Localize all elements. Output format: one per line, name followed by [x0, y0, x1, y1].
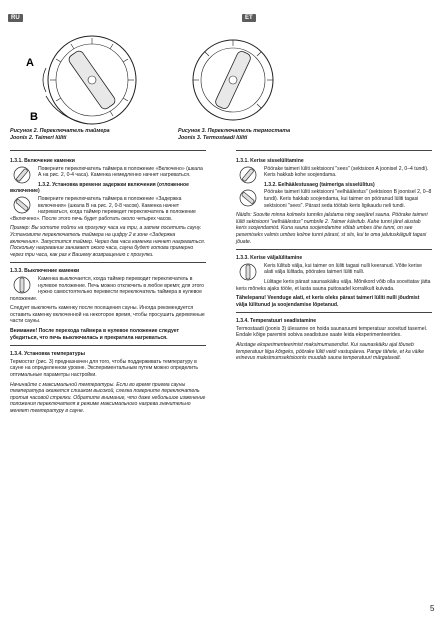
switch-icon [10, 166, 34, 184]
russian-column [10, 158, 206, 418]
ru-section-4-italic: Начинайте с максимальной температуры. Если во время приема сауны температура окажется слишком высокой, слегка поверните переключатель против часовой стрелки. Обратите внимание, что даже небольшое изменение положения переключателя в режиме максимального нагрева значительно меняет температуру в сауне. [10, 381, 206, 414]
language-tag-ru: RU [8, 14, 23, 22]
ru-section-3-text: Каменка выключается, когда таймер переводит переключатель в нулевое положение. Печь можно отключить в любое время; для этого нужно самостоятельно перевести переключатель таймера в нулевое положение. [10, 275, 205, 302]
divider [236, 150, 432, 151]
switch-icon [236, 189, 260, 207]
scale-a-label: A [26, 57, 34, 69]
divider [236, 249, 432, 250]
figure-2-caption: Рисунок 2. Переключатель таймера Joonis 2. Taimeri lüliti [10, 128, 110, 141]
ru-section-2-title: 1.3.2. Установка времени задержки включения (отложенное включение) [10, 181, 189, 195]
ru-section-2-example: Пример: Вы хотите пойти на прогулку часа на три, а затем посетить сауну. Установите переключатель таймера на цифру 2 в зоне «Задержка включения». Запустится таймер. Через два часа каменка начнет нагреваться. Поскольку нагревание занимает около часа, сауна будет готова примерно через три часа, как раз к Вашему возвращению с прогулки. [10, 225, 206, 258]
et-section-3-text: Keris lülitub välja, kui taimer on lüliti tagasi nulli keeranud. Võite kerise alati välja lülitada, pöörates taimeri lüliti nulli. [236, 263, 432, 276]
scale-b-label: B [30, 111, 38, 123]
divider [10, 345, 206, 346]
divider [10, 262, 206, 263]
et-section-1-text: Pöörake taimeri lüliti sektsiooni "sees" (sektsioon A joonisel 2, 0–4 tundi). Keris hakkab kohe soojendama. [236, 166, 432, 179]
et-section-2-title: 1.3.2. Eelhäälestusaeg (taimeriga sisselülitus) [264, 181, 375, 188]
et-section-3-warning: Tähelepanu! Veenduge alati, et keris oleks pärast taimeri lüliti nulli jõudmist välja lülitunud ja soojendamise lõpetanud. [236, 295, 420, 308]
ru-section-3-text-2: Следует выключить каменку после посещения сауны. Иногда рекомендуется оставить каменку включенной на некоторое время, чтобы просушить деревянные части сауны. [10, 305, 205, 325]
ru-section-4-title: 1.3.4. Установка температуры [10, 351, 86, 358]
et-section-4-italic: Alustage eksperimenteerimist maksimumasendist. Kui saunaskäiku ajal tõuseb temperatuur liiga kõrgeks, pöörake lüliti veidi vastupäeva. Pange tähele, et ka väike erinevus maksimumsektsioonis muudab sauna temperatuuri märgatavalt. [236, 342, 425, 362]
et-section-4-text: Termostaadi (joonis 3) ülesanne on hoida saunaruumi temperatuur soovitud tasemel. Endale kõige paremini sobiva seadistuse saate leida eksperimenteerides. [236, 325, 428, 339]
divider [10, 150, 206, 151]
switch-icon [10, 196, 34, 214]
et-section-2-example: Näidis: Soovite minna kolmeks tunniks jalutama ning seejärel sauna. Pöörake taimeri lüliti sektsiooni "eelhäälestus" numbrile 2. Taimer käivitub. Kahe tunni järel alustab keris soojendamist. Kuna sauna soojendamine võtab umbes ühe tunni, on see pesemiseks valmis umbes kolme tunni pärast, st siis, kui te oma jalutuskäigult tagasi jõuate. [236, 212, 428, 245]
et-section-3-title: 1.3.3. Kerise väljalülitamine [236, 255, 303, 262]
figure-3-caption: Рисунок 3. Переключатель термостата Joonis 3. Termostaadi lüliti [178, 128, 291, 141]
divider [236, 312, 432, 313]
switch-icon [236, 166, 260, 184]
ru-section-4-text: Термостат (рис. 3) предназначен для того, чтобы поддерживать температуру в сауне на определенном уровне. Экспериментальным путем можно определить оптимальные параметры настройки. [10, 358, 198, 379]
page-number: 5 [430, 604, 435, 613]
et-section-1-title: 1.3.1. Kerise sisselülitamine [236, 158, 304, 164]
ru-section-1-text: Поверните переключатель таймера в положение «Включено» (шкала А на рис. 2, 0-4 часа). Каменка немедленно начнет нагреваться. [10, 166, 206, 179]
et-section-2-text: Pöörake taimeri lüliti sektsiooni "eelhäälestus" (sektsioon B joonisel 2, 0–8 tundi). Keris hakkab soojendama, kui taimer on pööranud lüliti tagasi sektsiooni "sees". Pärast seda töötab keris ligikaudu neli tundi. [236, 189, 432, 209]
ru-section-2-text: Поверните переключатель таймера в положение «Задержка включения» (шкала В на рис. 2, 0-8 часов). Каменка начнет нагреваться, когда таймер переведет переключатель в положение «Включено». После этого печь будет работать около четырех часов. [10, 195, 196, 222]
ru-section-3-warning: Внимание! После перехода таймера в нулевое положение следует убедиться, что печь выключилась и прекратила нагреваться. [10, 328, 180, 341]
ru-section-1-title: 1.3.1. Включение каменки [10, 158, 75, 164]
estonian-column [236, 158, 432, 365]
ru-section-3-title: 1.3.3. Выключение каменки [10, 268, 80, 275]
et-section-3-text-2: Lülitage keris pärast saunaskäiku välja. Mõnikord võib olla soovitatav jätta keris mõneks ajaks tööle, et lasta sauna puitosadel korralikult kuivada. [236, 278, 431, 292]
et-section-4-title: 1.3.4. Temperatuuri seadistamine [236, 318, 317, 325]
thermostat-dial-figure [178, 28, 288, 128]
switch-icon [10, 276, 34, 294]
switch-icon [236, 263, 260, 281]
language-tag-et: ET [242, 14, 256, 22]
timer-dial-figure [18, 28, 168, 128]
